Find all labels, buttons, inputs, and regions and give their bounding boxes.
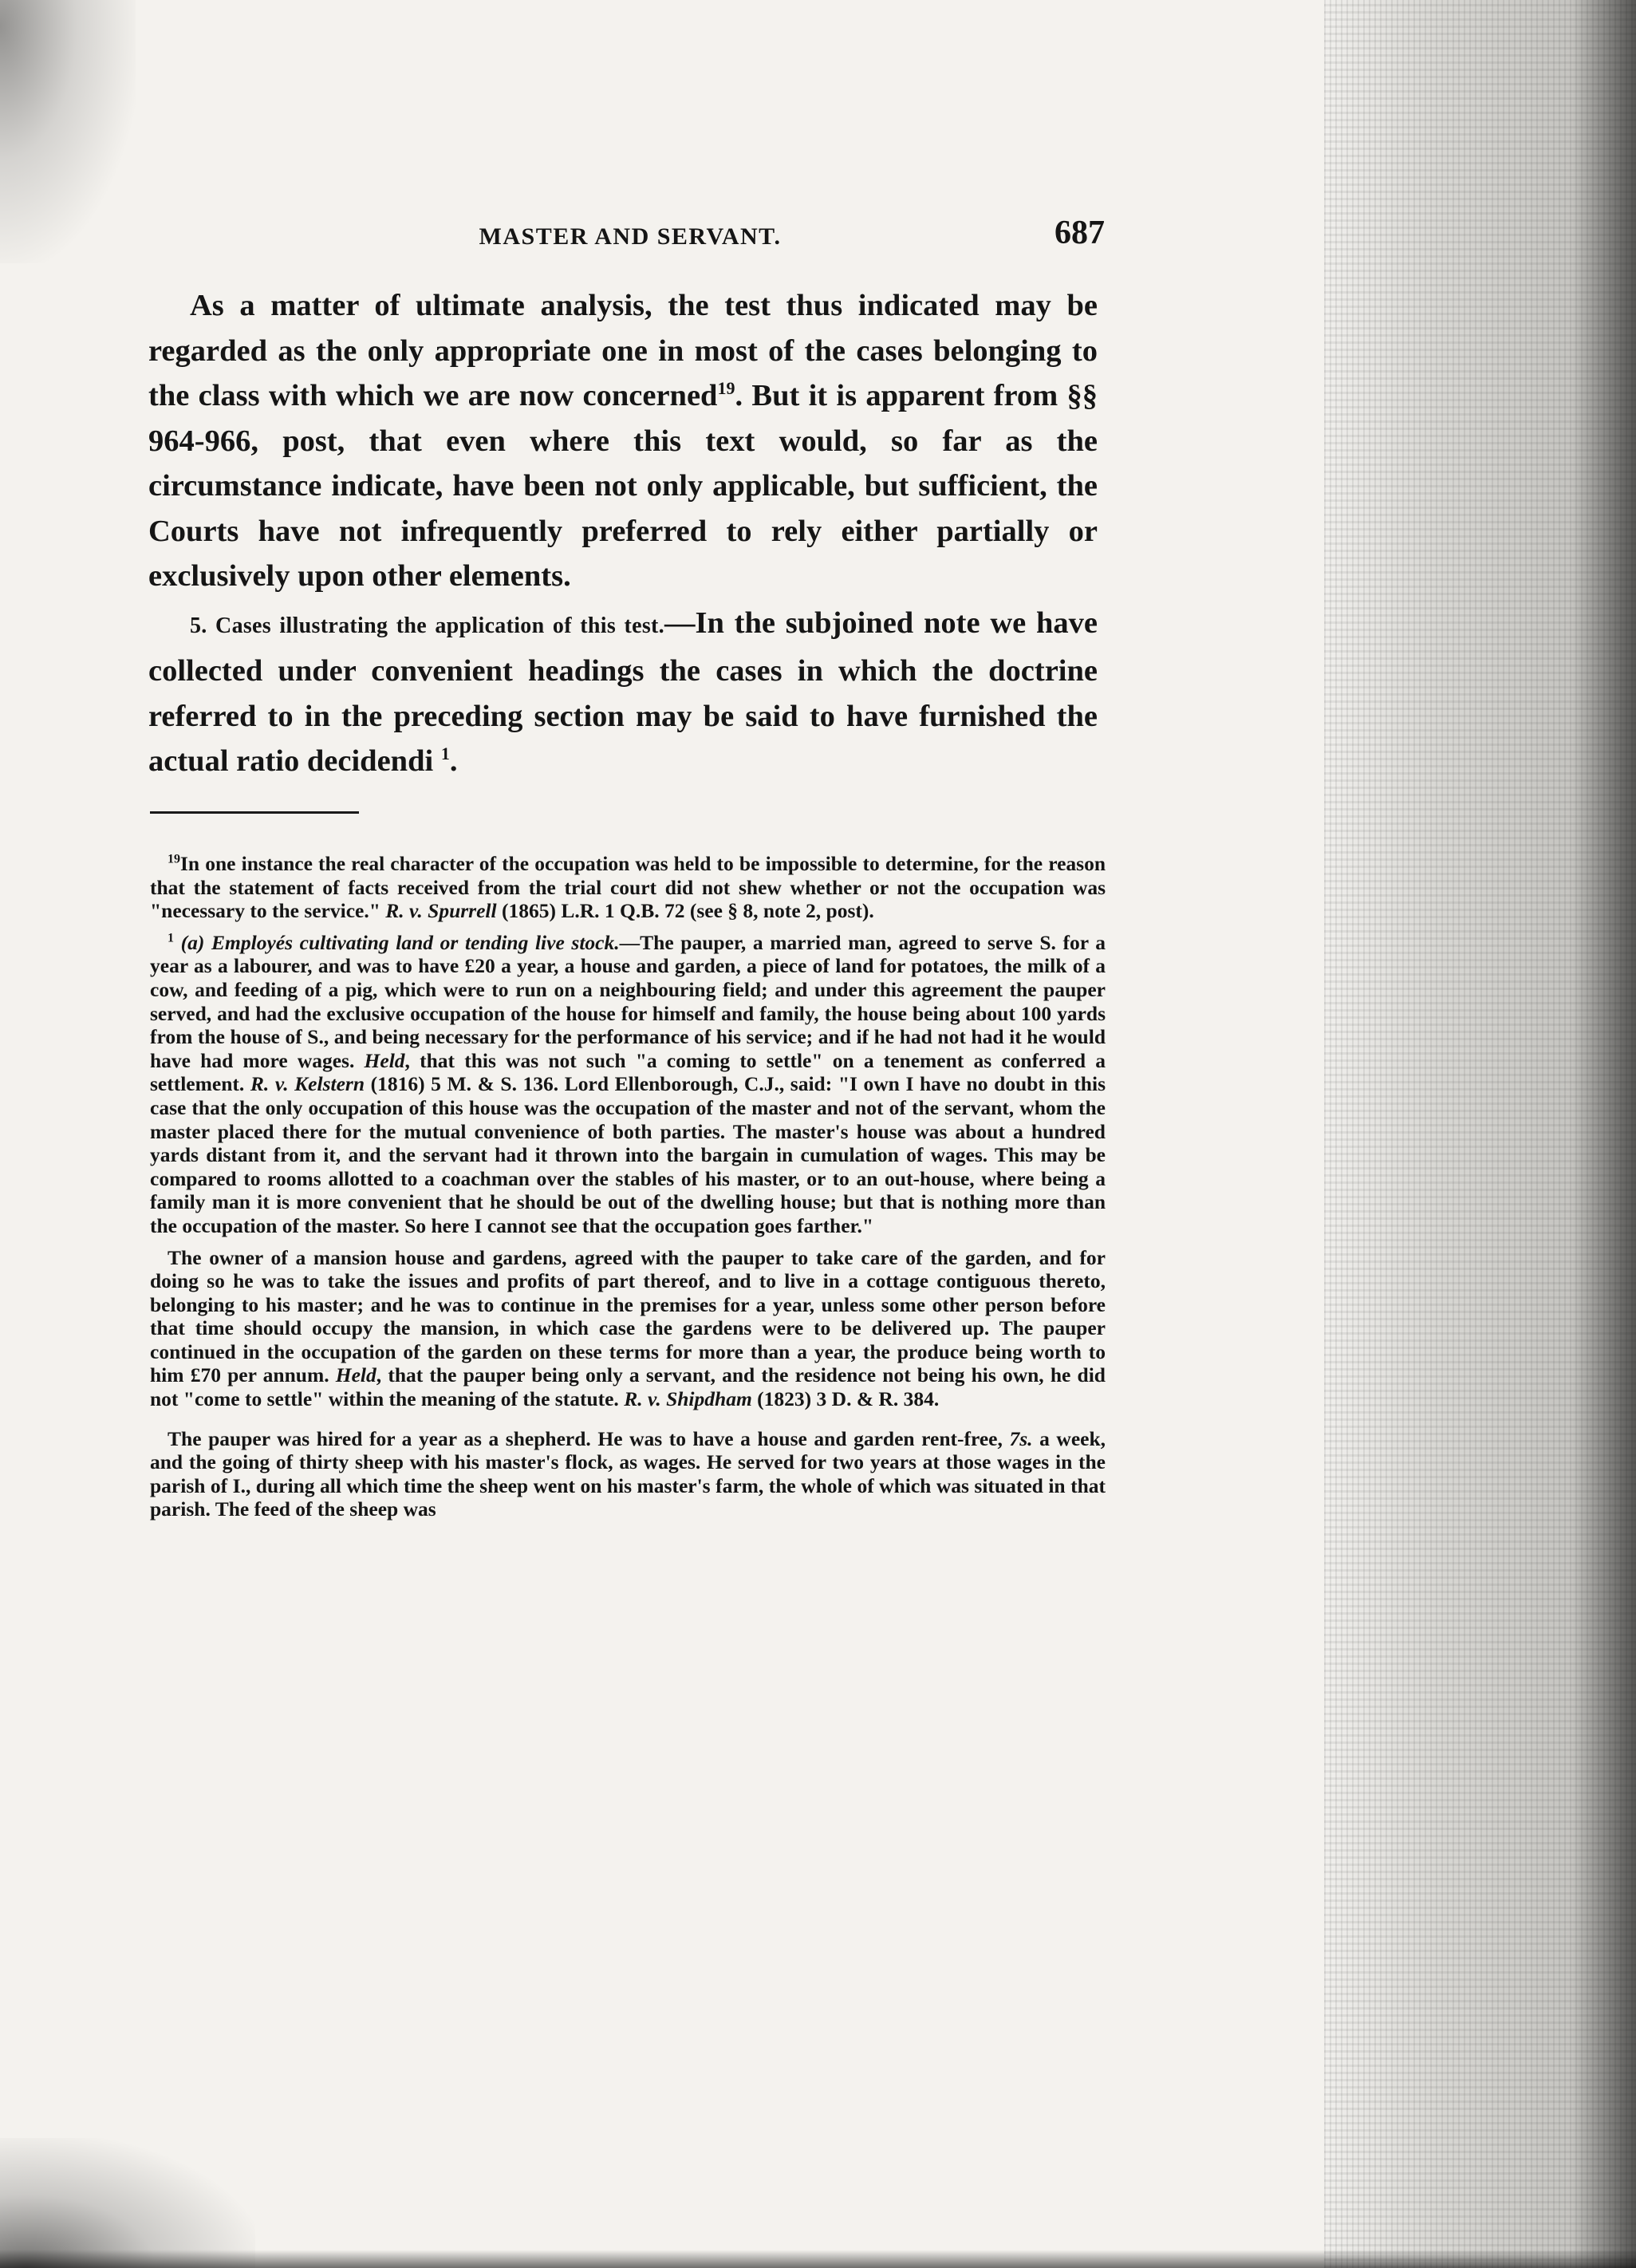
footnote-paragraph-shepherd xyxy=(150,1427,1106,1521)
footnote-paragraph-mansion xyxy=(150,1246,1106,1411)
case-name: R. v. Shipdham xyxy=(624,1387,752,1411)
held-word: Held xyxy=(364,1048,405,1072)
footnote-label: (a) xyxy=(180,930,212,954)
section-5-paragraph xyxy=(148,601,1098,784)
paragraph-analysis xyxy=(148,283,1098,599)
case-name: R. v. Kelstern xyxy=(250,1072,365,1096)
footnote-text: In one instance the real character of the occupation was held to be impossible to determine, for the reason that the statement of facts received from the trial court did not shew whether or not the occupation was "necessary to the service." xyxy=(150,852,1106,923)
footnote-divider xyxy=(150,811,359,814)
footnote-heading: Employés cultivating land or tending live stock. xyxy=(211,930,620,954)
footnote-marker: 19 xyxy=(168,852,180,866)
scan-bottom-edge xyxy=(0,2250,1636,2268)
footnotes xyxy=(150,852,1106,1521)
paragraph-text: As a matter of ultimate analysis, the test thus indicated may be regarded as the only appropriate one in most of the cases belonging to the class with which we are now concerned xyxy=(148,289,1098,412)
section-heading: 5. Cases illustrating the application of this test. xyxy=(190,613,664,638)
footnote-1 xyxy=(150,931,1106,1238)
footnote-text: The pauper was hired for a year as a shepherd. He was to have a house and garden rent-free, xyxy=(168,1426,1010,1450)
footnote-19 xyxy=(150,852,1106,923)
footnote-ref-19: 19 xyxy=(717,378,735,399)
held-word: Held xyxy=(335,1363,376,1387)
footnote-text-quote: (1816) 5 M. & S. 136. Lord Ellenborough, C.J., said: "I own I have no doubt in this case that the only occupation of this house was the occupation of the master and not of the servant, whom the master placed there for the mutual convenience of both parties. The master's house was about a hundred yards distant from it, and the servant had it thrown into the bargain in cumulation of wages. This may be compared to rooms allotted to a coachman over the stables of his master, or to an out-house, where being a family man it is more convenient that he should be out of the dwelling house; but that is nothing more than the occupation of the master. So here I cannot see that the occupation goes farther." xyxy=(150,1072,1106,1237)
section-text: —In the subjoined note we have collected under convenient headings the cases in which the doctrine referred to in the preceding section may be said to have furnished the actual ratio decidendi xyxy=(148,605,1098,778)
case-name: R. v. Spurrell xyxy=(385,899,497,923)
footnote-marker: 1 xyxy=(168,931,174,945)
footnote-text-citation: (1823) 3 D. & R. 384. xyxy=(751,1387,940,1411)
section-text-end: . xyxy=(449,744,458,778)
running-head: MASTER AND SERVANT. xyxy=(479,223,782,250)
footnote-text-cont: (1865) L.R. 1 Q.B. 72 (see § 8, note 2, post). xyxy=(496,899,874,923)
footnote-text-cont: , that this was not such "a coming to settle" on a tenement as conferred a settlement. xyxy=(150,1048,1106,1096)
scan-margin-noise xyxy=(1324,0,1636,2268)
wage-amount: 7s. xyxy=(1009,1426,1033,1450)
footnote-text: —The pauper, a married man, agreed to serve S. for a year as a labourer, and was to have £20 a year, a house and garden, a piece of land for potatoes, the milk of a cow, and feeding of a pig, which were to run on a neighbouring field; and under this agreement the pauper served, and had the exclusive occupation of the house for himself and family, the house being about 100 yards from the house of S., and being necessary for the performance of his service; and if he had not had it he would have had more wages. xyxy=(150,930,1106,1072)
page-number: 687 xyxy=(1055,215,1105,251)
paragraph-text-cont: . But it is apparent from §§ 964-966, post, that even where this text would, so far as the circumstance indicate, have been not only applicable, but sufficient, the Courts have not infrequently preferred to rely either partially or exclusively upon other elements. xyxy=(148,379,1098,593)
scan-corner-shadow-top-left xyxy=(0,0,136,263)
footnote-text: The owner of a mansion house and gardens, agreed with the pauper to take care of the garden, and for doing so he was to take the issues and profits of part thereof, and to live in a cottage contiguous thereto, belonging to his master; and he was to continue in the premises for a year, unless some other person before that time should occupy the mansion, in which case the gardens were to be delivered up. The pauper continued in the occupation of the garden on these terms for more than a year, the produce being worth to him £70 per annum. xyxy=(150,1245,1106,1387)
main-text xyxy=(148,283,1098,784)
page-header xyxy=(156,209,1105,257)
footnote-text-cont: , that the pauper being only a servant, and the residence not being his own, he did not "come to settle" within the meaning of the statute. xyxy=(150,1363,1106,1411)
footnote-ref-1: 1 xyxy=(440,744,450,764)
scan-corner-shadow-bottom-left xyxy=(0,2138,255,2268)
footnote-text-cont: a week, and the going of thirty sheep with his master's flock, as wages. He served for two years at those wages in the parish of I., during all which time the sheep went on his master's farm, the whole of which was situated in that parish. The feed of the sheep was xyxy=(150,1426,1106,1521)
